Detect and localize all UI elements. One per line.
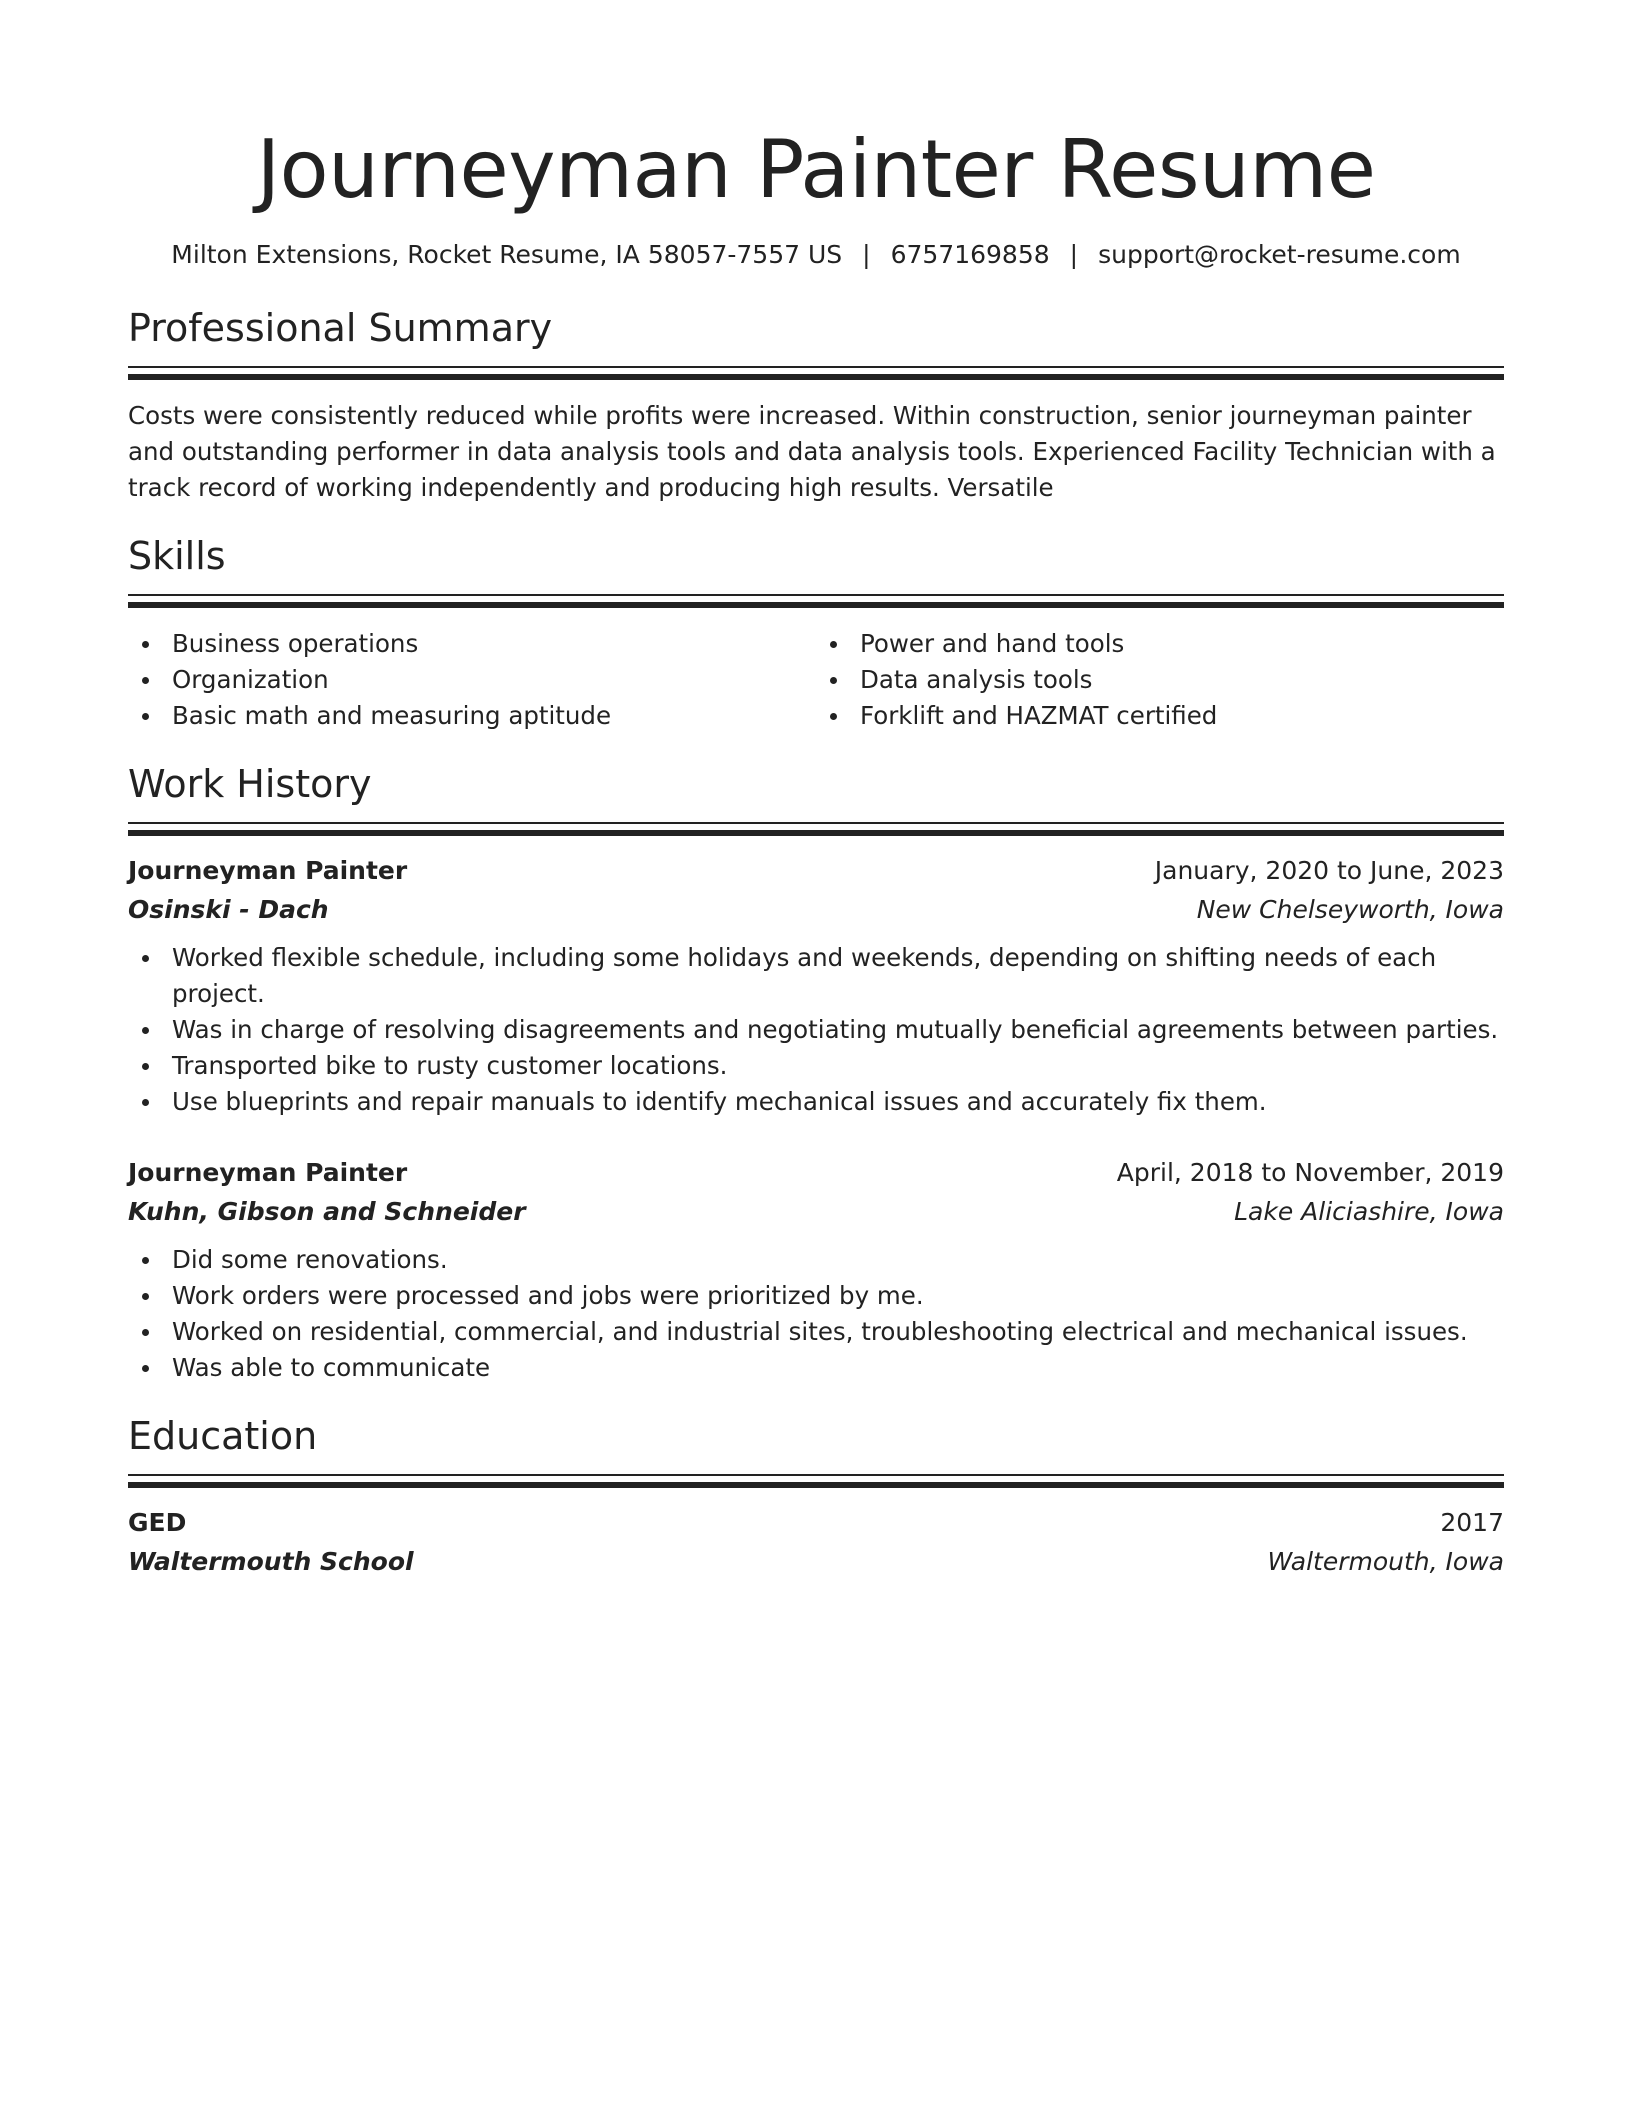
job-subheader xyxy=(128,1192,1504,1232)
section-divider xyxy=(128,594,1504,608)
job-subheader xyxy=(128,890,1504,930)
education-subheader xyxy=(128,1542,1504,1582)
skills-list-left xyxy=(128,626,816,734)
job-header xyxy=(128,1154,1504,1192)
section-heading-work-history: Work History xyxy=(128,762,372,806)
section-divider xyxy=(128,1474,1504,1488)
skills-list-right xyxy=(816,626,1504,734)
skill-item: Basic math and measuring aptitude xyxy=(128,698,816,734)
contact-address: Milton Extensions, Rocket Resume, IA 58057-7557 US xyxy=(171,240,843,269)
job-dates: April, 2018 to November, 2019 xyxy=(1116,1158,1504,1187)
resume-title: Journeyman Painter Resume xyxy=(256,123,1376,216)
job-location: New Chelseyworth, Iowa xyxy=(1196,895,1504,924)
education-entry xyxy=(128,1504,1504,1582)
skill-item: Power and hand tools xyxy=(816,626,1504,662)
job-bullets xyxy=(128,1242,1504,1386)
job-header xyxy=(128,852,1504,890)
job-bullet: Use blueprints and repair manuals to identify mechanical issues and accurately fix them. xyxy=(128,1084,1504,1120)
job-dates: January, 2020 to June, 2023 xyxy=(1154,856,1504,885)
job-company: Kuhn, Gibson and Schneider xyxy=(128,1197,526,1226)
contact-separator: | xyxy=(1069,240,1079,269)
section-divider xyxy=(128,366,1504,380)
job-title: Journeyman Painter xyxy=(128,1158,408,1187)
job-bullet: Was in charge of resolving disagreements and negotiating mutually beneficial agreements between parties. xyxy=(128,1012,1504,1048)
summary-text: Costs were consistently reduced while profits were increased. Within construction, senior journeyman painter and outstanding performer in data analysis tools and data analysis tools. Experienced Facility Technician with a track record of working independently and producing high results. Versatile xyxy=(128,401,1496,502)
job-entry xyxy=(128,1154,1504,1386)
section-heading-skills: Skills xyxy=(128,534,226,578)
job-bullets xyxy=(128,940,1504,1120)
skill-item: Forklift and HAZMAT certified xyxy=(816,698,1504,734)
job-bullet: Work orders were processed and jobs were prioritized by me. xyxy=(128,1278,1504,1314)
education-section xyxy=(128,1412,1504,1582)
summary-section xyxy=(128,304,1504,506)
skill-item: Business operations xyxy=(128,626,816,662)
contact-separator: | xyxy=(862,240,871,269)
contact-line xyxy=(128,238,1504,272)
job-bullet: Transported bike to rusty customer locations. xyxy=(128,1048,1504,1084)
education-school: Waltermouth School xyxy=(128,1547,414,1576)
skill-item: Organization xyxy=(128,662,816,698)
skills-section xyxy=(128,532,1504,734)
job-location: Lake Aliciashire, Iowa xyxy=(1234,1197,1504,1226)
job-bullet: Worked on residential, commercial, and industrial sites, troubleshooting electrical and mechanical issues. xyxy=(128,1314,1504,1350)
education-location: Waltermouth, Iowa xyxy=(1267,1547,1504,1576)
education-degree: GED xyxy=(128,1508,187,1537)
skill-item: Data analysis tools xyxy=(816,662,1504,698)
section-heading-education: Education xyxy=(128,1414,318,1458)
skills-columns xyxy=(128,626,1504,734)
job-title: Journeyman Painter xyxy=(128,856,408,885)
contact-email: support@rocket-resume.com xyxy=(1098,240,1461,269)
job-bullet: Worked flexible schedule, including some holidays and weekends, depending on shifting needs of each project. xyxy=(128,940,1504,1012)
work-history-section xyxy=(128,760,1504,1386)
education-header xyxy=(128,1504,1504,1542)
job-bullet: Was able to communicate xyxy=(128,1350,1504,1386)
job-company: Osinski - Dach xyxy=(128,895,329,924)
job-bullet: Did some renovations. xyxy=(128,1242,1504,1278)
job-entry xyxy=(128,852,1504,1120)
section-divider xyxy=(128,822,1504,836)
contact-phone: 6757169858 xyxy=(890,240,1050,269)
education-year: 2017 xyxy=(1440,1508,1504,1537)
section-heading-summary: Professional Summary xyxy=(128,306,553,350)
